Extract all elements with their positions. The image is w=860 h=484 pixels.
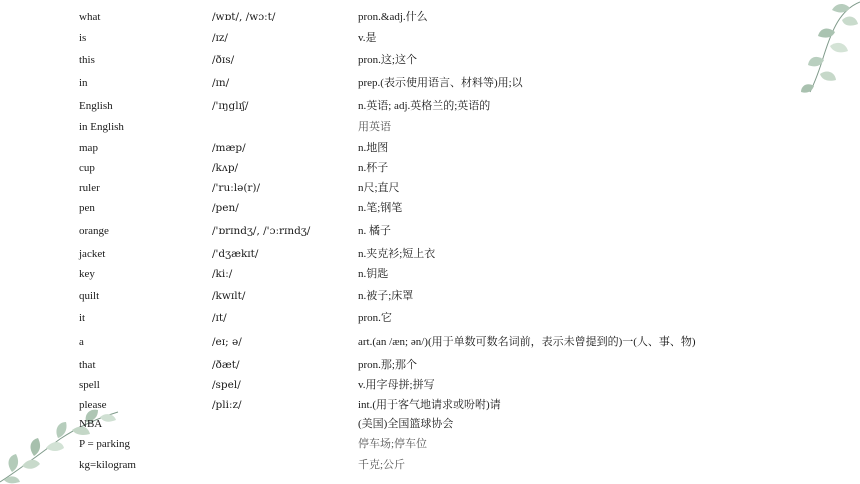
vocab-row: [0, 50, 860, 70]
vocab-row: [0, 221, 860, 241]
vocab-row: [0, 332, 860, 352]
vocab-word: it: [79, 312, 86, 324]
vocab-word: key: [79, 268, 95, 280]
vocab-row: [0, 355, 860, 375]
vocab-row: [0, 455, 860, 475]
vocab-phonetic: /ðɪs/: [212, 54, 235, 66]
vocab-row: [0, 198, 860, 218]
vocab-word: jacket: [79, 248, 106, 260]
vocab-meaning: prep.(表示使用语言、材料等)用;以: [358, 77, 523, 89]
vocab-meaning: n.杯子: [358, 162, 389, 174]
vocab-word: in English: [79, 121, 124, 133]
vocab-meaning: pron.这;这个: [358, 54, 417, 66]
vocab-word: cup: [79, 162, 95, 174]
vocab-word: English: [79, 100, 113, 112]
vocab-meaning: n.地图: [358, 142, 389, 154]
vocab-word: that: [79, 359, 96, 371]
vocab-word: this: [79, 54, 95, 66]
vocab-word: quilt: [79, 290, 100, 302]
vocab-row: [0, 375, 860, 395]
vocab-phonetic: /kʌp/: [212, 162, 239, 174]
vocab-row: [0, 73, 860, 93]
vocab-word: orange: [79, 225, 109, 237]
vocab-word: what: [79, 11, 101, 23]
vocab-meaning: n.钥匙: [358, 268, 389, 280]
vocab-word: P = parking: [79, 438, 131, 450]
vocab-meaning: pron.&adj.什么: [358, 11, 428, 23]
vocab-phonetic: /ɪt/: [212, 312, 227, 324]
vocab-meaning: v.是: [358, 32, 377, 44]
vocab-word: please: [79, 399, 107, 411]
vocab-row: [0, 117, 860, 137]
vocab-row: [0, 7, 860, 27]
vocab-meaning: n. 橘子: [358, 225, 391, 237]
vocab-meaning: 停车场;停车位: [358, 438, 428, 450]
vocab-meaning: pron.那;那个: [358, 359, 417, 371]
vocab-word: pen: [79, 202, 95, 214]
vocab-row: [0, 434, 860, 454]
vocab-word: ruler: [79, 182, 100, 194]
vocab-row: [0, 264, 860, 284]
vocab-meaning: n.英语; adj.英格兰的;英语的: [358, 100, 491, 112]
vocab-row: [0, 308, 860, 328]
vocab-meaning: n.夹克衫;短上衣: [358, 248, 436, 260]
vocab-row: [0, 28, 860, 48]
vocab-phonetic: /'ɒrɪndʒ/, /'ɔːrɪndʒ/: [212, 225, 311, 237]
vocab-meaning: 千克;公斤: [358, 459, 406, 471]
vocab-phonetic: /'ɪŋglɪʃ/: [212, 100, 249, 112]
vocab-phonetic: /spel/: [212, 379, 241, 391]
vocab-phonetic: /pen/: [212, 202, 239, 214]
vocab-row: [0, 178, 860, 198]
vocab-meaning: n.笔;钢笔: [358, 202, 403, 214]
vocab-phonetic: /ɪz/: [212, 32, 228, 44]
vocab-row: [0, 414, 860, 434]
vocab-meaning: n.被子;床罩: [358, 290, 414, 302]
vocab-meaning: (美国)全国篮球协会: [358, 418, 454, 430]
vocab-phonetic: /ɪn/: [212, 77, 230, 89]
vocab-word: NBA: [79, 418, 103, 430]
vocab-phonetic: /pliːz/: [212, 399, 242, 411]
vocab-row: [0, 286, 860, 306]
vocab-row: [0, 244, 860, 264]
vocab-phonetic: /ðæt/: [212, 359, 240, 371]
vocab-word: kg=kilogram: [79, 459, 136, 471]
vocab-phonetic: /kwɪlt/: [212, 290, 246, 302]
vocab-meaning: int.(用于客气地请求或吩咐)请: [358, 399, 501, 411]
vocab-row: [0, 158, 860, 178]
vocab-word: a: [79, 336, 84, 348]
vocab-phonetic: /eɪ; ə/: [212, 336, 242, 348]
vocab-phonetic: /wɒt/, /wɔːt/: [212, 11, 276, 23]
vocab-meaning: 用英语: [358, 121, 391, 133]
vocab-meaning: art.(an /æn; ən/)(用于单数可数名词前，表示未曾提到的)一(人、事、物): [358, 336, 696, 348]
vocab-row: [0, 96, 860, 116]
vocab-phonetic: /'ruːlə(r)/: [212, 182, 261, 194]
vocab-meaning: pron.它: [358, 312, 392, 324]
vocab-meaning: v.用字母拼;拼写: [358, 379, 435, 391]
vocab-phonetic: /kiː/: [212, 268, 233, 280]
vocab-phonetic: /mæp/: [212, 142, 246, 154]
vocab-word: in: [79, 77, 88, 89]
vocab-word: is: [79, 32, 87, 44]
vocab-word: map: [79, 142, 98, 154]
vocab-row: [0, 395, 860, 415]
vocab-meaning: n尺;直尺: [358, 182, 400, 194]
vocab-phonetic: /'dʒækɪt/: [212, 248, 259, 260]
vocab-word: spell: [79, 379, 100, 391]
vocab-row: [0, 138, 860, 158]
